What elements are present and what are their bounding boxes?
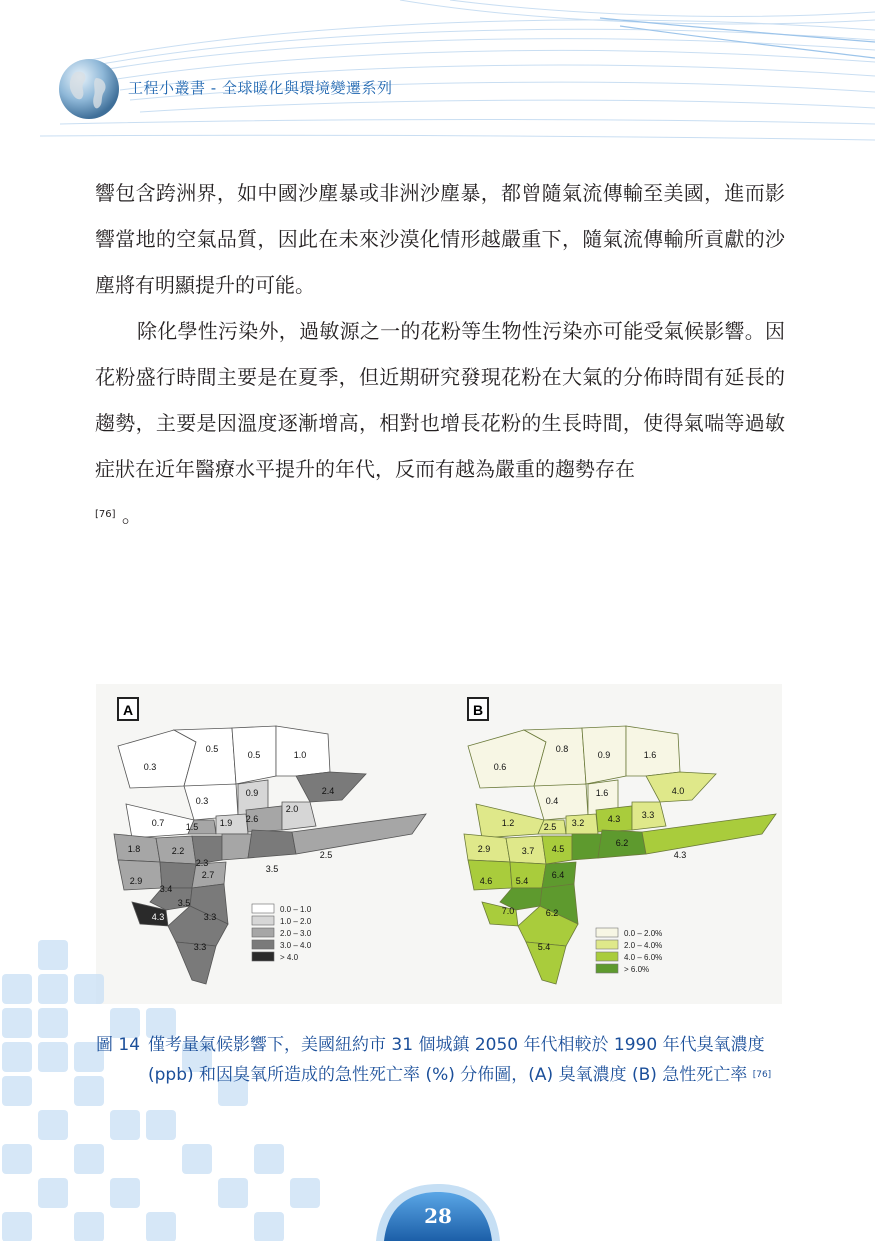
region-value: 0.7 xyxy=(151,818,165,828)
region-value: 1.5 xyxy=(185,822,199,832)
region-value: 1.9 xyxy=(219,818,233,828)
region-value: 3.3 xyxy=(203,912,217,922)
region-value: 3.7 xyxy=(521,846,535,856)
region-value: 3.4 xyxy=(159,884,173,894)
region-value: 0.8 xyxy=(555,744,569,754)
paragraph-2 xyxy=(95,308,785,538)
region-value: 0.3 xyxy=(195,796,209,806)
map-panel-b xyxy=(464,698,776,984)
legend-a-entry: 1.0 – 2.0 xyxy=(280,917,312,926)
region-value: 3.5 xyxy=(265,864,279,874)
paragraph-2-text: 除化學性污染外，過敏源之一的花粉等生物性污染亦可能受氣候影響。因花粉盛行時間主要是在夏季，但近期研究發現花粉在大氣的分佈時間有延長的趨勢，主要是因溫度逐漸增高，相對也增長花粉的生長時間，使得氣喘等過敏症狀在近年醫療水平提升的年代，反而有越為嚴重的趨勢存在 xyxy=(95,319,785,481)
region-value: 6.2 xyxy=(615,838,629,848)
paragraph-2-end: 。 xyxy=(121,503,142,527)
caption-ref: [76] xyxy=(752,1070,772,1080)
legend-b-entry: 2.0 – 4.0% xyxy=(624,941,663,950)
legend-a-entry: > 4.0 xyxy=(280,953,299,962)
region-value: 7.0 xyxy=(501,906,515,916)
region-value: 4.3 xyxy=(673,850,687,860)
figure-number: 圖 14 xyxy=(96,1035,141,1055)
region-value: 2.5 xyxy=(319,850,333,860)
region-value: 3.3 xyxy=(193,942,207,952)
region-value: 2.3 xyxy=(195,858,209,868)
legend-a-entry: 3.0 – 4.0 xyxy=(280,941,312,950)
page-number-badge xyxy=(368,1180,508,1241)
legend-a-entry: 2.0 – 3.0 xyxy=(280,929,312,938)
caption-text: 僅考量氣候影響下，美國紐約市 31 個城鎮 2050 年代相較於 1990 年代臭氧濃度 (ppb) 和因臭氧所造成的急性死亡率 (%) 分佈圖，(A) 臭氧濃度 (B) 急性死亡率 xyxy=(148,1035,765,1085)
region-value: 6.4 xyxy=(551,870,565,880)
region-value: 4.3 xyxy=(607,814,621,824)
paragraph-1: 響包含跨洲界，如中國沙塵暴或非洲沙塵暴，都曾隨氣流傳輸至美國，進而影響當地的空氣品質，因此在未來沙漠化情形越嚴重下，隨氣流傳輸所貢獻的沙塵將有明顯提升的可能。 xyxy=(95,181,785,297)
region-value: 5.4 xyxy=(515,876,529,886)
region-value: 2.9 xyxy=(129,876,143,886)
region-value: 0.3 xyxy=(143,762,157,772)
region-value: 4.5 xyxy=(551,844,565,854)
region-value: 0.4 xyxy=(545,796,559,806)
region-value: 0.9 xyxy=(597,750,611,760)
region-value: 2.9 xyxy=(477,844,491,854)
legend-a-entry: 0.0 – 1.0 xyxy=(280,905,312,914)
region-value: 4.6 xyxy=(479,876,493,886)
region-value: 1.0 xyxy=(293,750,307,760)
region-value: 1.8 xyxy=(127,844,141,854)
region-value: 5.4 xyxy=(537,942,551,952)
region-value: 1.6 xyxy=(643,750,657,760)
region-value: 3.5 xyxy=(177,898,191,908)
page-number: 28 xyxy=(424,1204,452,1228)
legend-b-entry: 4.0 – 6.0% xyxy=(624,953,663,962)
globe-icon xyxy=(58,58,120,120)
legend-b xyxy=(596,928,662,974)
region-value: 2.6 xyxy=(245,814,259,824)
region-value: 3.3 xyxy=(641,810,655,820)
region-value: 1.6 xyxy=(595,788,609,798)
region-value: 0.9 xyxy=(245,788,259,798)
series-title: 工程小叢書 - 全球暖化與環境變遷系列 xyxy=(128,79,393,97)
region-value: 0.5 xyxy=(247,750,261,760)
region-value: 6.2 xyxy=(545,908,559,918)
region-value: 0.5 xyxy=(205,744,219,754)
region-value: 4.3 xyxy=(151,912,165,922)
legend-b-entry: 0.0 – 2.0% xyxy=(624,929,663,938)
region-value: 2.2 xyxy=(171,846,185,856)
region-value: 2.5 xyxy=(543,822,557,832)
citation-ref: [76] xyxy=(95,509,116,520)
panel-b-label: B xyxy=(472,702,484,718)
region-value: 2.4 xyxy=(321,786,335,796)
region-value: 4.0 xyxy=(671,786,685,796)
body-text xyxy=(95,170,785,538)
panel-a-label: A xyxy=(122,702,134,718)
region-value: 2.0 xyxy=(285,804,299,814)
region-value: 0.6 xyxy=(493,762,507,772)
region-value: 2.7 xyxy=(201,870,215,880)
caption-text-block xyxy=(148,1030,778,1090)
legend-b-entry: > 6.0% xyxy=(624,965,650,974)
region-value: 3.2 xyxy=(571,818,585,828)
region-value: 1.2 xyxy=(501,818,515,828)
